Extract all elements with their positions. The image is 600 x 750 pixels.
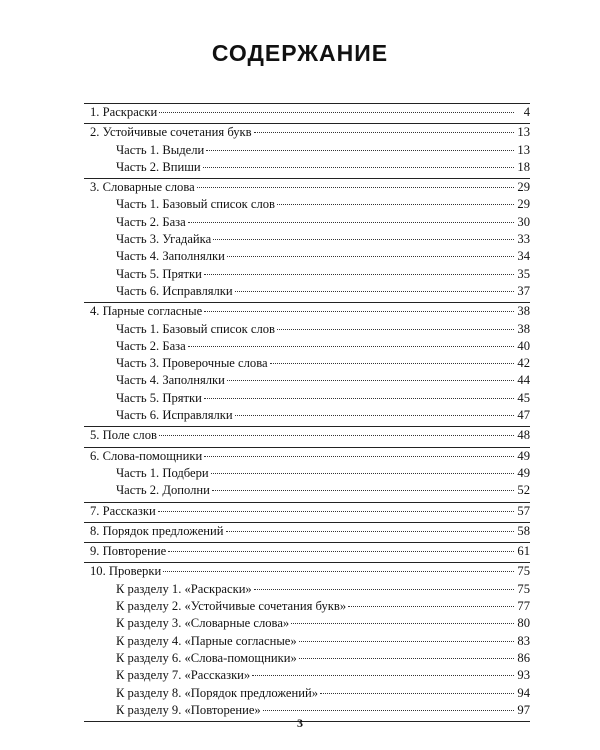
dot-leader [188,222,514,223]
toc-section [84,503,530,523]
toc-subsection-entry[interactable] [84,231,530,248]
toc-subsection-entry[interactable] [84,615,530,632]
toc-entry-page: 33 [517,232,530,247]
dot-leader [291,623,514,624]
toc-subsection-entry[interactable] [84,407,530,424]
toc-entry-label: 8. Порядок предложений [90,523,224,538]
toc-entry-label: Часть 1. Базовый список слов [116,197,276,212]
dot-leader [159,435,514,436]
dot-leader [197,187,514,188]
toc-section-entry[interactable] [84,543,530,560]
page-title: СОДЕРЖАНИЕ [211,40,389,66]
dot-leader [226,531,514,532]
toc-section-entry[interactable] [84,448,530,465]
toc-section [84,104,530,124]
toc-entry-label: К разделу 4. «Парные согласные» [116,633,297,648]
dot-leader [348,606,514,607]
dot-leader [227,380,514,381]
toc-entry-page: 37 [517,283,530,298]
toc-entry-page: 83 [517,633,530,648]
toc-section-entry[interactable] [84,303,530,320]
page-number: 3 [297,716,303,730]
toc-entry-page: 75 [517,564,530,579]
toc-subsection-entry[interactable] [84,355,530,372]
toc-section [84,427,530,447]
dot-leader [204,274,514,275]
toc-entry-page: 13 [517,142,530,157]
toc-subsection-entry[interactable] [84,321,530,338]
dot-leader [227,256,514,257]
toc-entry-page: 45 [517,390,530,405]
toc-subsection-entry[interactable] [84,581,530,598]
toc-subsection-entry[interactable] [84,214,530,231]
toc-entry-label: Часть 2. Дополни [116,483,210,498]
dot-leader [212,490,514,491]
dot-leader [263,710,514,711]
toc-entry-label: К разделу 2. «Устойчивые сочетания букв» [116,599,347,614]
toc-section [84,303,530,427]
toc-entry-page: 38 [517,321,530,336]
dot-leader [254,589,514,590]
toc-section-entry[interactable] [84,179,530,196]
toc-section [84,543,530,563]
toc-entry-label: 1. Раскраски [90,105,158,119]
toc-section-entry[interactable] [84,563,530,580]
toc-subsection-entry[interactable] [84,465,530,482]
toc-entry-label: Часть 2. База [116,338,186,353]
toc-entry-page: 57 [517,503,530,518]
toc-entry-label: Часть 5. Прятки [116,266,202,281]
dot-leader [159,112,514,113]
dot-leader [204,311,514,312]
toc-entry-page: 52 [517,483,530,498]
toc-entry-label: 7. Рассказки [90,503,156,518]
toc-section [84,124,530,179]
toc-entry-label: Часть 2. Впиши [116,159,201,174]
toc-section [84,179,530,303]
toc-subsection-entry[interactable] [84,266,530,283]
dot-leader [163,571,514,572]
toc-subsection-entry[interactable] [84,142,530,159]
toc-entry-label: 2. Устойчивые сочетания букв [90,125,252,140]
dot-leader [204,456,514,457]
dot-leader [299,641,514,642]
toc-entry-label: 5. Поле слов [90,428,157,443]
toc-section-entry[interactable] [84,124,530,141]
toc-entry-label: Часть 3. Проверочные слова [116,356,268,371]
toc-entry-page: 94 [517,685,530,700]
dot-leader [168,551,514,552]
toc-entry-page: 35 [517,266,530,281]
toc-subsection-entry[interactable] [84,667,530,684]
toc-entry-page: 47 [517,408,530,423]
toc-subsection-entry[interactable] [84,159,530,176]
toc-subsection-entry[interactable] [84,390,530,407]
toc-entry-page: 93 [517,668,530,683]
dot-leader [252,675,514,676]
dot-leader [254,132,514,133]
toc-entry-label: К разделу 8. «Порядок предложений» [116,685,319,700]
toc-entry-label: К разделу 1. «Раскраски» [116,581,252,596]
toc-section-entry[interactable] [84,427,530,444]
toc-entry-page: 80 [517,616,530,631]
toc-entry-label: Часть 1. Выдели [116,142,205,157]
toc-entry-label: Часть 4. Заполнялки [116,373,225,388]
toc-entry-page: 34 [517,249,530,264]
toc-subsection-entry[interactable] [84,283,530,300]
toc-entry-page: 75 [517,581,530,596]
dot-leader [277,204,514,205]
toc-subsection-entry[interactable] [84,248,530,265]
toc-entry-label: Часть 1. Базовый список слов [116,321,276,336]
toc-entry-page: 29 [517,180,530,195]
toc-entry-page: 42 [517,356,530,371]
toc-entry-label: Часть 4. Заполнялки [116,249,225,264]
toc-entry-page: 86 [517,650,530,665]
dot-leader [235,291,514,292]
dot-leader [299,658,514,659]
toc-section-entry[interactable] [84,104,530,121]
toc-subsection-entry[interactable] [84,372,530,389]
toc-entry-page: 61 [517,544,530,559]
toc-subsection-entry[interactable] [84,650,530,667]
dot-leader [188,346,514,347]
toc-entry-label: Часть 5. Прятки [116,390,202,405]
toc-entry-page: 44 [517,373,530,388]
toc-entry-page: 40 [517,338,530,353]
toc-entry-label: К разделу 7. «Рассказки» [116,668,251,683]
dot-leader [158,511,514,512]
toc-entry-page: 97 [517,702,530,717]
toc-entry-page: 49 [517,448,530,463]
dot-leader [206,150,514,151]
toc-subsection-entry[interactable] [84,482,530,499]
toc-entry-label: Часть 3. Угадайка [116,232,212,247]
toc-entry-page: 49 [517,465,530,480]
dot-leader [203,167,514,168]
toc-entry-page: 29 [517,197,530,212]
toc-entry-label: 9. Повторение [90,544,167,559]
toc-section [84,523,530,543]
dot-leader [235,415,514,416]
dot-leader [270,363,514,364]
dot-leader [277,329,514,330]
toc-section-entry[interactable] [84,523,530,540]
toc-entry-page: 77 [517,599,530,614]
toc-entry-label: К разделу 3. «Словарные слова» [116,616,290,631]
toc-entry-page: 13 [517,125,530,140]
toc-entry-label: 10. Проверки [90,564,162,579]
dot-leader [320,693,514,694]
toc-entry-label: К разделу 9. «Повторение» [116,702,261,717]
toc-entry-label: К разделу 6. «Слова-помощники» [116,650,297,665]
dot-leader [204,398,514,399]
toc-subsection-entry[interactable] [84,196,530,213]
toc-entry-page: 58 [517,523,530,538]
toc-section-entry[interactable] [84,503,530,520]
toc-subsection-entry[interactable] [84,685,530,702]
toc-entry-label: Часть 6. Исправлялки [116,283,233,298]
toc-entry-label: Часть 1. Подбери [116,465,209,480]
toc-section [84,448,530,503]
table-of-contents [84,103,530,722]
toc-entry-page: 30 [517,214,530,229]
toc-entry-label: Часть 6. Исправлялки [116,408,233,423]
toc-entry-label: 3. Словарные слова [90,180,195,195]
toc-subsection-entry[interactable] [84,598,530,615]
dot-leader [211,473,514,474]
toc-entry-label: 4. Парные согласные [90,304,203,319]
dot-leader [213,239,514,240]
toc-entry-page: 38 [517,304,530,319]
toc-entry-label: Часть 2. База [116,214,186,229]
toc-subsection-entry[interactable] [84,338,530,355]
toc-entry-page: 18 [517,159,530,174]
toc-section [84,563,530,722]
toc-subsection-entry[interactable] [84,633,530,650]
toc-entry-page: 4 [523,105,530,119]
toc-entry-page: 48 [517,428,530,443]
toc-entry-label: 6. Слова-помощники [90,448,203,463]
